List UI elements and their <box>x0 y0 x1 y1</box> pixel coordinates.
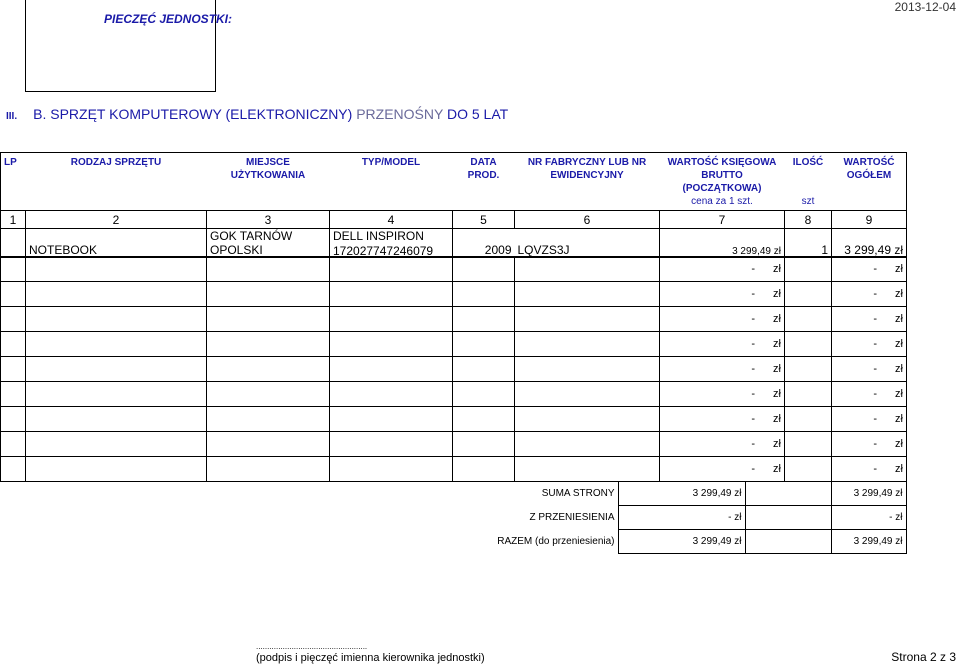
summary-row-grand <box>0 530 906 554</box>
table-cell <box>1 307 26 332</box>
table-cell <box>1 282 26 307</box>
table-cell <box>330 382 453 407</box>
page-sum-value: 3 299,49 zł <box>618 482 745 506</box>
header-qty-label: ILOŚĆ <box>792 157 824 168</box>
table-cell <box>1 382 26 407</box>
cell-model-number: 17202774724607​9 <box>333 244 434 258</box>
table-row <box>1 432 907 457</box>
table-cell <box>453 457 515 482</box>
table-cell <box>26 257 207 282</box>
currency: zł <box>895 363 903 375</box>
table-cell <box>26 332 207 357</box>
table-cell <box>207 307 330 332</box>
col-num: 1 <box>1 211 26 229</box>
currency: zł <box>773 288 781 300</box>
page-sum-label: SUMA STRONY <box>0 482 618 506</box>
header-place: MIEJSCE UŻYTKOWANIA <box>207 153 330 211</box>
table-cell <box>785 357 832 382</box>
table-cell <box>207 407 330 432</box>
dash: - <box>873 463 878 475</box>
table-cell <box>207 357 330 382</box>
empty-rows-table <box>0 256 907 482</box>
dash: - <box>873 363 878 375</box>
col-num: 6 <box>515 211 660 229</box>
table-cell <box>515 332 660 357</box>
table-cell <box>515 357 660 382</box>
section-title-tail: DO 5 LAT <box>443 106 509 122</box>
dash: - <box>873 338 878 350</box>
section-title-gray: PRZENOŚNY <box>356 106 444 122</box>
header-model: TYP/MODEL <box>330 153 453 211</box>
currency: zł <box>773 463 781 475</box>
table-row <box>1 282 907 307</box>
currency: zł <box>773 263 781 275</box>
cell-total <box>832 307 907 332</box>
grand-blank <box>745 530 831 554</box>
currency: zł <box>773 413 781 425</box>
cell-unit-value <box>660 257 785 282</box>
table-cell <box>515 407 660 432</box>
table-cell <box>26 382 207 407</box>
cell-type: NOTEBOOK <box>26 229 207 258</box>
currency: zł <box>895 338 903 350</box>
dash: - <box>751 263 756 275</box>
dash: - <box>751 313 756 325</box>
currency: zł <box>773 313 781 325</box>
header-type: RODZAJ SPRZĘTU <box>26 153 207 211</box>
header-date: DATA PROD. <box>453 153 515 211</box>
cell-unit-value <box>660 357 785 382</box>
table-cell <box>330 282 453 307</box>
currency: zł <box>773 338 781 350</box>
table-row <box>1 382 907 407</box>
cell-qty: 1 <box>785 229 832 258</box>
table-cell <box>785 282 832 307</box>
table-cell <box>515 432 660 457</box>
cell-year: 2009 <box>453 229 515 258</box>
table-cell <box>26 357 207 382</box>
cell-unit-value <box>660 382 785 407</box>
table-cell <box>26 307 207 332</box>
header-value <box>660 153 785 211</box>
table-cell <box>330 332 453 357</box>
dash: - <box>751 363 756 375</box>
table-cell <box>785 307 832 332</box>
summary-row-carry <box>0 506 906 530</box>
dash: - <box>751 463 756 475</box>
header-lp: LP <box>1 153 26 211</box>
summary-table <box>0 481 907 554</box>
dash: - <box>873 263 878 275</box>
table-cell <box>453 307 515 332</box>
table-cell <box>207 282 330 307</box>
cell-unit-value: 3 299,49 zł <box>660 229 785 258</box>
summary-row-page <box>0 482 906 506</box>
currency: zł <box>895 288 903 300</box>
table-cell <box>26 457 207 482</box>
table-cell <box>330 257 453 282</box>
cell-unit-value <box>660 282 785 307</box>
dash: - <box>751 338 756 350</box>
table-row <box>1 357 907 382</box>
table-cell <box>515 457 660 482</box>
table-cell <box>26 407 207 432</box>
table-row <box>1 332 907 357</box>
table-cell <box>453 432 515 457</box>
table-cell <box>785 382 832 407</box>
table-cell <box>207 332 330 357</box>
cell-lp <box>1 229 26 258</box>
cell-total <box>832 407 907 432</box>
table-cell <box>1 332 26 357</box>
dash: - <box>751 388 756 400</box>
cell-total <box>832 282 907 307</box>
table-row <box>1 407 907 432</box>
header-value-sub: cena za 1 szt. <box>691 196 753 207</box>
table-row <box>1 457 907 482</box>
grand-value: 3 299,49 zł <box>618 530 745 554</box>
table-cell <box>453 282 515 307</box>
page-sum-total: 3 299,49 zł <box>831 482 906 506</box>
table-cell <box>785 457 832 482</box>
table-cell <box>453 332 515 357</box>
currency: zł <box>773 363 781 375</box>
signature-caption: (podpis i pięczęć imienna kierownika jednostki) <box>256 652 485 664</box>
table-cell <box>207 457 330 482</box>
header-serial: NR FABRYCZNY LUB NR EWIDENCYJNY <box>515 153 660 211</box>
col-num: 8 <box>785 211 832 229</box>
cell-total: 3 299,49 zł <box>832 229 907 258</box>
table-header-row <box>1 153 907 211</box>
cell-total <box>832 257 907 282</box>
currency: zł <box>773 438 781 450</box>
dash: - <box>751 288 756 300</box>
table-cell <box>207 432 330 457</box>
dash: - <box>873 413 878 425</box>
table-row <box>1 307 907 332</box>
dash: - <box>751 413 756 425</box>
section-title <box>6 106 508 122</box>
page-number: Strona 2 z 3 <box>891 650 956 664</box>
table-cell <box>26 432 207 457</box>
cell-unit-value <box>660 457 785 482</box>
cell-total <box>832 432 907 457</box>
currency: zł <box>895 463 903 475</box>
cell-total <box>832 457 907 482</box>
stamp-label: PIECZĘĆ JEDNOSTKI: <box>104 12 233 26</box>
table-cell <box>515 382 660 407</box>
table-cell <box>785 332 832 357</box>
table-cell <box>785 257 832 282</box>
grand-total: 3 299,49 zł <box>831 530 906 554</box>
header-qty-sub: szt <box>801 196 815 207</box>
cell-place: GOK TARNÓW OPOLSKI <box>207 229 330 258</box>
table-cell <box>330 307 453 332</box>
carry-total: - zł <box>831 506 906 530</box>
currency: zł <box>773 388 781 400</box>
table-cell <box>453 357 515 382</box>
cell-model <box>330 229 453 258</box>
header-qty <box>785 153 832 211</box>
table-cell <box>207 257 330 282</box>
currency: zł <box>895 313 903 325</box>
table-cell <box>207 382 330 407</box>
col-num: 9 <box>832 211 907 229</box>
cell-serial: LQVZS3J <box>515 229 660 258</box>
dash: - <box>873 388 878 400</box>
table-cell <box>785 407 832 432</box>
col-num: 2 <box>26 211 207 229</box>
currency: zł <box>895 388 903 400</box>
cell-model-name: DELL INSPIRON <box>333 229 424 243</box>
header-value-label: WARTOŚĆ KSIĘGOWA BRUTTO (POCZĄTKOWA) <box>667 157 777 194</box>
carry-value: - zł <box>618 506 745 530</box>
col-num: 5 <box>453 211 515 229</box>
col-num: 3 <box>207 211 330 229</box>
table-cell <box>453 257 515 282</box>
cell-unit-value <box>660 432 785 457</box>
dash: - <box>873 438 878 450</box>
table-cell <box>515 257 660 282</box>
currency: zł <box>895 263 903 275</box>
table-cell <box>785 432 832 457</box>
print-date: 2013-12-04 <box>894 0 956 14</box>
table-cell <box>1 432 26 457</box>
dash: - <box>873 288 878 300</box>
cell-unit-value <box>660 307 785 332</box>
table-cell <box>1 257 26 282</box>
section-title-main: B. SPRZĘT KOMPUTEROWY (ELEKTRONICZNY) <box>33 106 357 122</box>
dash: - <box>751 438 756 450</box>
table-cell <box>515 307 660 332</box>
cell-total <box>832 382 907 407</box>
section-number: III. <box>6 111 18 122</box>
header-total: WARTOŚĆ OGÓŁEM <box>832 153 907 211</box>
currency: zł <box>895 413 903 425</box>
dash: - <box>873 313 878 325</box>
table-cell <box>453 407 515 432</box>
page-sum-blank <box>745 482 831 506</box>
table-cell <box>330 457 453 482</box>
cell-unit-value <box>660 332 785 357</box>
carry-blank <box>745 506 831 530</box>
table-cell <box>1 457 26 482</box>
table-row <box>1 229 907 258</box>
table-cell <box>330 407 453 432</box>
cell-total <box>832 357 907 382</box>
table-cell <box>515 282 660 307</box>
table-cell <box>453 382 515 407</box>
grand-label: RAZEM (do przeniesienia) <box>0 530 618 554</box>
table-row <box>1 257 907 282</box>
cell-total <box>832 332 907 357</box>
cell-unit-value <box>660 407 785 432</box>
currency: zł <box>895 438 903 450</box>
table-cell <box>1 357 26 382</box>
table-cell <box>330 357 453 382</box>
signature-line: .................................................. <box>256 642 368 651</box>
carry-label: Z PRZENIESIENIA <box>0 506 618 530</box>
col-num: 4 <box>330 211 453 229</box>
table-cell <box>26 282 207 307</box>
column-number-row <box>1 211 907 229</box>
equipment-table <box>0 152 907 258</box>
table-cell <box>1 407 26 432</box>
table-cell <box>330 432 453 457</box>
col-num: 7 <box>660 211 785 229</box>
